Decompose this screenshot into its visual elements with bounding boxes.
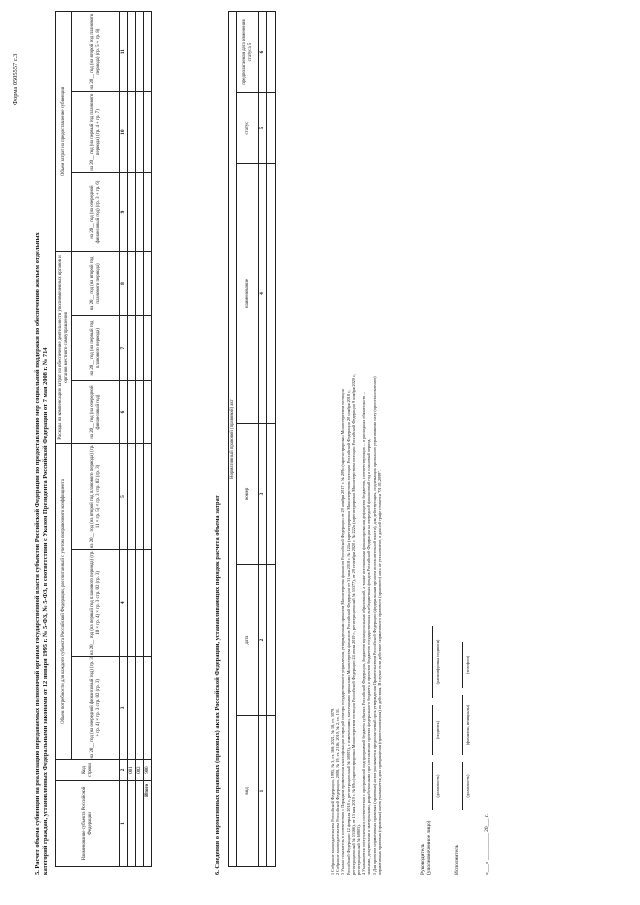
col-number: 5: [259, 93, 267, 164]
form-number: Форма 0505557 с.3: [12, 53, 19, 105]
date-line: «___» __________ 20___ г.: [484, 814, 490, 875]
footnotes: [330, 15, 382, 875]
col-region-name: Наименование субъекта Российской Федерации: [56, 781, 120, 867]
col-number: 9: [120, 173, 128, 252]
vol-col-2: на 20__ год (на первый год планового периода) (гр. 4 + гр. 7): [72, 92, 120, 173]
col-number: 10: [120, 92, 128, 173]
footnote: 2 Собрание законодательства Российской Федерации, 2008, № 19, ст. 2116; 2010, № 2, ст. 131.: [335, 708, 341, 875]
col-number: 5: [120, 444, 128, 550]
need-col-3: на 20__ год (на второй год планового периода) (гр. 11 × гр. 5) × гр. 3 стр. 02 (гр. 3): [72, 444, 120, 550]
footnote: нормативных правовых (правовых) актов указывается дата прекращения (приостановления) их действия. В случае если действие нормативного правового (правового) акта не установлено, в данной графе ставится "01.01.2099".: [376, 469, 382, 875]
footnote: регистрационный № 60803).: [356, 824, 362, 875]
col-number: 6: [259, 12, 267, 93]
executor-label: Исполнитель: [454, 844, 460, 875]
head-caption: (должность): [435, 774, 440, 798]
footnote: регистрационный № 53166), от 13 мая 2019 г. № 69н (зарегистрирован Министерством юстиции Российской Федерации 24 июля 2019 г., регистрационный № 55377), от 29 сентября 2020 г. № 222н (зарегистрирован Министерством юстиции Российской Федерации 9 ноября 2020 г.,: [350, 373, 356, 875]
npa-header: Нормативный правовой (правовой) акт: [229, 12, 237, 867]
col-number: 3: [259, 424, 267, 565]
head-label: Руководитель (уполномоченное лицо): [420, 820, 433, 875]
footnote: 5 Для проектов нормативных правовых (правовых) актов указывается предполагаемый срок утверждения Правительством Российской Федерации (федеральным органом исполнительной власти), для действующих, подлежащих признанию утратившими силу (приостановлению): [371, 376, 377, 875]
group-volume: Объем затрат на предоставление субвенции: [56, 12, 72, 252]
footnote: 4 Указываются поступления в соответствии с программной подпрограммой бюджета субъекта Российской Федерации, бюджетов муниципальных образований, а также источниками финансирования дефицитов бюджетов, соответствующих ... и расходных обязательств ...: [361, 391, 367, 875]
line-code: 001: [128, 760, 136, 781]
section6-title: 6. Сведения о нормативных правовых (правовых) актах Российской Федерации, устанавливающих порядок расчета объема затрат: [214, 495, 221, 875]
exec-position-line: [462, 762, 463, 810]
section5-title-line2: категорий граждан, установленных Федеральными законами от 12 января 1995 г. № 5-ФЗ, № 5-ФЗ, в соответствии с Указом Президента Российской Федерации от 7 мая 2008 г. № 714: [42, 347, 49, 875]
section6-table: [228, 11, 276, 867]
head-signature-line: [432, 705, 433, 755]
exec-phone-line: [462, 642, 463, 688]
group-need: Объем потребности для каждого субъекта Российской Федерации, рассчитанный с учетом поправочного коэффициента: [56, 444, 72, 760]
total-label: Итого: [144, 781, 152, 867]
exec-caption: (фамилия, инициалы): [465, 704, 470, 746]
head-name-line: [432, 626, 433, 698]
col-number: 3: [120, 656, 128, 759]
col-number: 6: [120, 381, 128, 444]
vol-col-3: на 20__ год (на второй год планового периода) (гр. 5 + гр. 8): [72, 12, 120, 92]
col-status-date: предполагаемая дата изменения статуса 5: [237, 12, 259, 93]
col-date: дата: [237, 565, 259, 716]
col-number: 4: [120, 549, 128, 656]
total-row: [144, 12, 152, 867]
footnote: 3 Указан показатель в соответствии с Порядком применения классификации операций сектора государственного управления, утвержденным приказом Министерства финансов Российской Федерации от 29 ноября 2017 г. № 209н (зарегистрирован Министерством юстиции: [340, 389, 346, 875]
head-caption: (расшифровка подписи): [435, 639, 440, 685]
exec-name-line: [462, 695, 463, 755]
exp-col-2: на 20__ год (на первый год планового периода): [72, 316, 120, 381]
col-number: 7: [120, 316, 128, 381]
col-number: 4: [259, 164, 267, 424]
need-col-2: на 20__ год (на первый год планового периода) (гр. 10 × гр. 4) × гр. 3 стр. 02 (гр. 3): [72, 549, 120, 656]
section5-title-line1: 5. Расчет объема субвенции на реализацию передаваемых полномочий органам государственной власти субъектов Российской Федерации по предоставлению мер социальной поддержки по обеспечению жильем отдельных: [34, 232, 41, 875]
col-number: 1: [120, 781, 128, 867]
total-code: 900: [144, 760, 152, 781]
table-row: [267, 12, 276, 867]
line-code: 002: [136, 760, 144, 781]
section5-table: [55, 11, 152, 867]
footnote: 1 Собрание законодательства Российской Федерации, 1995, № 3, ст. 168; 2021, № 18, ст. 3079.: [330, 707, 335, 875]
col-line-code: Код строки: [56, 760, 120, 781]
table-row: [136, 12, 144, 867]
exp-col-1: на 20__ год (на очередной финансовый год): [72, 381, 120, 444]
group-expenses: Расходы на компенсацию затрат на обеспечение деятельности уполномоченных органов и органов местного самоуправления: [56, 251, 72, 443]
col-number-act: номер: [237, 424, 259, 565]
need-col-1: на 20__ год (на очередной финансовый год) (гр. 3 + гр. 4) × гр. 3 стр. 02 (гр. 3): [72, 656, 120, 759]
footnote: законами, документами и материалами, разработанными при составлении проекта федерального бюджета и проектов бюджетов государственных внебюджетных фондов Российской Федерации на очередной финансовый год и плановый период.: [366, 438, 372, 875]
col-number: 1: [259, 716, 267, 867]
head-caption: (подпись): [435, 720, 440, 740]
head-position-line: [432, 762, 433, 810]
exp-col-3: на 20__ год (на второй год планового периода): [72, 251, 120, 315]
col-number: 8: [120, 251, 128, 315]
vol-col-1: на 20__ год (на очередной финансовый год) (гр. 3 + гр. 6): [72, 173, 120, 252]
footnote: Российской Федерации 12 февраля 2018 г., регистрационный № 50003), с изменениями, внесенными приказами Министерства финансов Российской Федерации от 31 мая 2018 г. № 124н (зарегистрирован Министерством юстиции Российской Федерации 20 ноября 2018 г.,: [345, 389, 351, 875]
col-status: статус: [237, 93, 259, 164]
exec-caption: (должность): [465, 774, 470, 798]
table-row: [128, 12, 136, 867]
exec-caption: (телефон): [465, 655, 470, 675]
col-kind: вид: [237, 716, 259, 867]
col-title: наименование: [237, 164, 259, 424]
col-number: 2: [120, 760, 128, 781]
col-number: 11: [120, 12, 128, 92]
col-number: 2: [259, 565, 267, 716]
